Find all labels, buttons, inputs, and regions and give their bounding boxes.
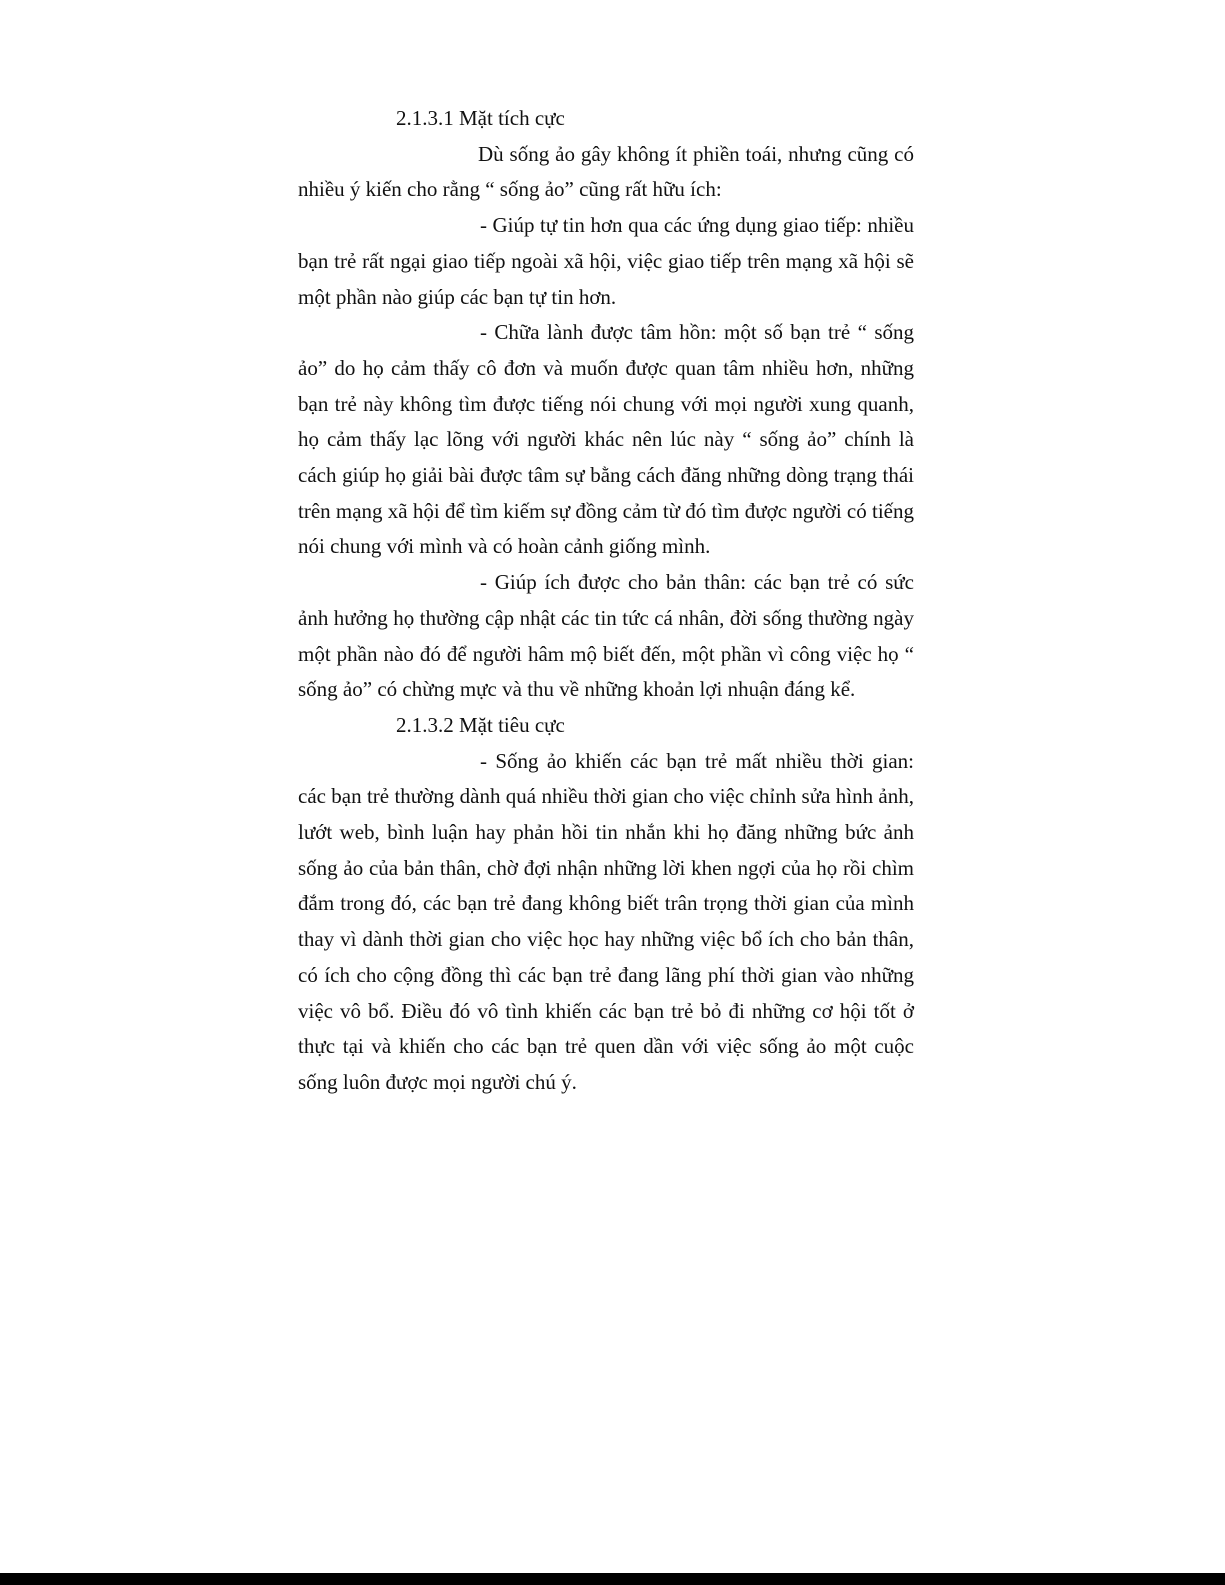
intro-paragraph: Dù sống ảo gây không ít phiền toái, nhưng cũng có nhiều ý kiến cho rằng “ sống ảo” cũng rất hữu ích: <box>298 141 914 202</box>
document-page <box>298 101 914 1101</box>
positive-point-self-benefit: - Giúp ích được cho bản thân: các bạn trẻ có sức ảnh hưởng họ thường cập nhật các tin tức cá nhân, đời sống thường ngày một phần nào đó để người hâm mộ biết đến, một phần vì công việc họ “ sống ảo” có chừng mực và thu về những khoản lợi nhuận đáng kể. <box>298 570 914 702</box>
positive-point-healing: - Chữa lành được tâm hồn: một số bạn trẻ “ sống ảo” do họ cảm thấy cô đơn và muốn được quan tâm nhiều hơn, những bạn trẻ này không tìm được tiếng nói chung với mọi người xung quanh, họ cảm thấy lạc lõng với người khác nên lúc này “ sống ảo” chính là cách giúp họ giải bài được tâm sự bằng cách đăng những dòng trạng thái trên mạng xã hội để tìm kiếm sự đồng cảm từ đó tìm được người có tiếng nói chung với mình và có hoàn cảnh giống mình. <box>298 320 914 559</box>
bottom-border-rule <box>0 1573 1225 1585</box>
section-heading-negative: 2.1.3.2 Mặt tiêu cực <box>396 712 565 737</box>
positive-point-confidence: - Giúp tự tin hơn qua các ứng dụng giao tiếp: nhiều bạn trẻ rất ngại giao tiếp ngoài xã hội, việc giao tiếp trên mạng xã hội sẽ một phần nào giúp các bạn tự tin hơn. <box>298 213 914 309</box>
section-heading-positive: 2.1.3.1 Mặt tích cực <box>396 106 565 130</box>
negative-point-time-waste: - Sống ảo khiến các bạn trẻ mất nhiều thời gian: các bạn trẻ thường dành quá nhiều thời gian cho việc chỉnh sửa hình ảnh, lướt web, bình luận hay phản hồi tin nhắn khi họ đăng những bức ảnh sống ảo của bản thân, chờ đợi nhận những lời khen ngợi của họ rồi chìm đắm trong đó, các bạn trẻ đang không biết trân trọng thời gian của mình thay vì dành thời gian cho việc học hay những việc bổ ích cho bản thân, có ích cho cộng đồng thì các bạn trẻ đang lãng phí thời gian vào những việc vô bổ. Điều đó vô tình khiến các bạn trẻ bỏ đi những cơ hội tốt ở thực tại và khiến cho các bạn trẻ quen dần với việc sống ảo một cuộc sống luôn được mọi người chú ý. <box>298 748 914 1094</box>
